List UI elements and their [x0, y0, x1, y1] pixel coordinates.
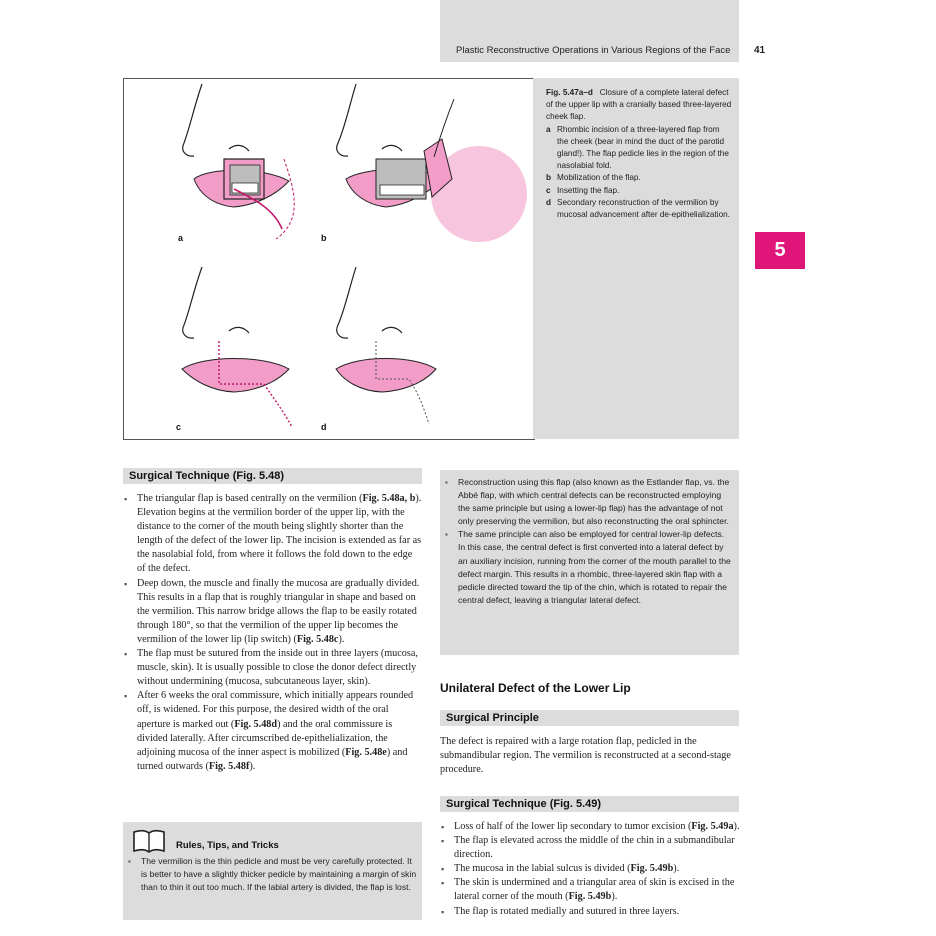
figure-illustration — [123, 78, 535, 440]
list-item: ▪ The flap is elevated across the middle of the chin in a submandibular direction. — [440, 834, 740, 862]
estlander-notes-box — [440, 470, 739, 655]
panel-label-d: d — [321, 422, 327, 432]
section-title-lower-lip: Unilateral Defect of the Lower Lip — [440, 681, 631, 695]
caption-title-text: Closure of a complete lateral defect of the upper lip with a cranially based three-layered cheek flap. — [546, 88, 732, 122]
list-item: ▪ Loss of half of the lower lip secondary to tumor excision (Fig. 5.49a). — [440, 820, 740, 834]
section-heading-technique-548: Surgical Technique (Fig. 5.48) — [123, 468, 422, 484]
list-item: ▪ The vermilion is the thin pedicle and must be very carefully protected. It is better to have a slightly thicker pedicle by maintaining a margin of skin than to thin it out too much. If the labial artery is divided, the flap is lost. — [127, 855, 417, 894]
section-heading-technique-549: Surgical Technique (Fig. 5.49) — [440, 796, 739, 812]
list-item: ▪ The flap is rotated medially and sutured in three layers. — [440, 905, 740, 919]
caption-title-line — [546, 87, 732, 124]
panel-label-c: c — [176, 422, 182, 432]
list-item: ▪ The triangular flap is based centrally on the vermilion (Fig. 5.48a, b). Elevation begins at the vermilion border of the upper lip, with the distance to the corner of the mouth being slightly shorter than the length of the defect of the lower lip. The incision is extended as far as the nasolabial fold, from where it follows the fold down to the edge of the defect. — [123, 492, 423, 577]
section-heading-principle: Surgical Principle — [440, 710, 739, 726]
technique-548-list — [123, 492, 423, 774]
rules-tips-box — [123, 822, 422, 920]
list-item: ▪ Deep down, the muscle and finally the mucosa are gradually divided. This results in a flap that is roughly triangular in shape and based on the vermilion. This narrow bridge allows the flap to be easily rotated through 180°, so that the vermilion of the upper lip becomes the vermilion of the lower lip (lip switch) (Fig. 5.48c). — [123, 577, 423, 647]
chapter-tab[interactable]: 5 — [755, 232, 805, 269]
rules-list — [127, 855, 417, 894]
figure-caption-panel — [533, 78, 739, 439]
page-number: 41 — [754, 45, 766, 56]
book-icon — [132, 828, 166, 854]
panel-label-b: b — [321, 233, 327, 243]
principle-paragraph: The defect is repaired with a large rotation flap, pedicled in the submandibular region. The vermilion is reconstructed at a second-stage procedure. — [440, 736, 731, 776]
caption-item: b Mobilization of the flap. — [546, 173, 641, 183]
estlander-notes-list — [444, 476, 732, 607]
running-head: Plastic Reconstructive Operations in Various Regions of the Face — [456, 45, 731, 56]
list-item: ▪ The mucosa in the labial sulcus is divided (Fig. 5.49b). — [440, 862, 740, 876]
caption-item: a Rhombic incision of a three-layered flap from the cheek (bear in mind the duct of the parotid gland!). The flap pedicle lies in the region of the nasolabial fold. — [546, 124, 729, 171]
list-item: ▪ The same principle can also be employed for central lower-lip defects. In this case, the central defect is first converted into a lateral defect by an auxiliary incision, running from the corner of the mouth parallel to the defect margin. This results in a rhombic, three-layered skin flap with a pedicle directed toward the tip of the chin, which is rotated to repair the central defect, leaving a triangular lateral defect. — [444, 528, 732, 607]
panel-label-a: a — [178, 233, 184, 243]
caption-item: c Insetting the flap. — [546, 185, 620, 195]
list-item: ▪ The flap must be sutured from the inside out in three layers (mucosa, muscle, skin). It is usually possible to close the donor defect directly without undermining (mucosa, subcutaneous layer, skin). — [123, 647, 423, 689]
list-item: ▪ Reconstruction using this flap (also known as the Estlander flap, vs. the Abbé flap, with which central defects can be reconstructed employing the same principle but using a lower-lip flap) has the advantage of not only preserving the vermilion, but also reconstructing the oral sphincter. — [444, 476, 732, 528]
figure-caption — [546, 87, 732, 221]
list-item: ▪ The skin is undermined and a triangular area of skin is excised in the lateral corner of the mouth (Fig. 5.49b). — [440, 876, 740, 904]
technique-549-list — [440, 820, 740, 919]
list-item: ▪ After 6 weeks the oral commissure, which initially appears rounded off, is widened. For this purpose, the desired width of the oral aperture is marked out (Fig. 5.48d) and the oral commissure is divided laterally. After circumscribed de-epithelialization, the adjoining mucosa of the inner aspect is mobilized (Fig. 5.48e) and turned outwards (Fig. 5.48f). — [123, 689, 423, 774]
rules-title: Rules, Tips, and Tricks — [176, 840, 279, 851]
caption-title: Fig. 5.47a–d — [546, 88, 593, 97]
lip-reconstruction-drawings — [124, 79, 534, 439]
caption-item: d Secondary reconstruction of the vermilion by mucosal advancement after de-epithelialization. — [546, 197, 730, 220]
